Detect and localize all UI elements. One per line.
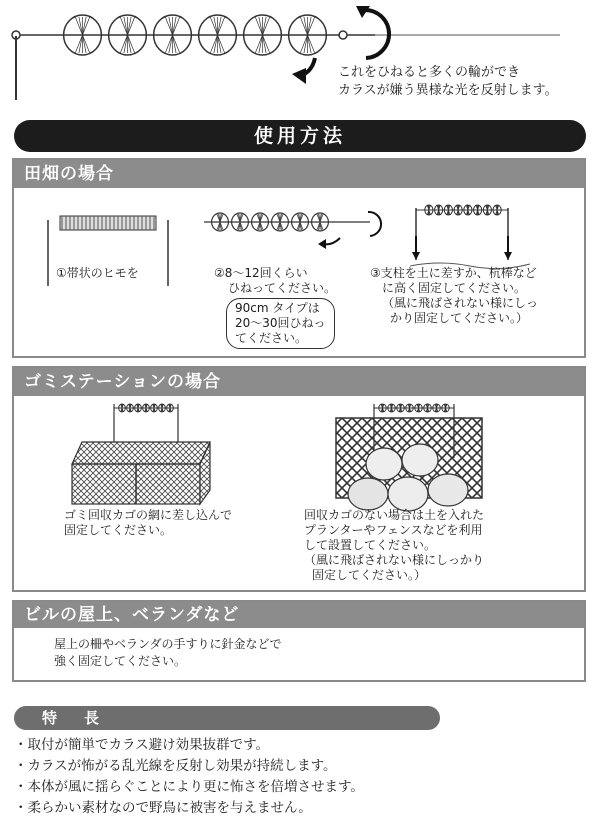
twisted-ribbon-illustration [0, 0, 600, 118]
field-step-2-note-line-2: 20～30回ひねっ [235, 316, 326, 330]
field-step-2-note-line-1: 90cm タイプは [235, 301, 320, 315]
feature-item: ・本体が風に揺らぐことにより更に怖さを倍増させます。 [14, 779, 364, 795]
intro-line-1: これをひねると多くの輪ができ [338, 65, 521, 80]
features-title: 特 長 [14, 706, 440, 730]
feature-item: ・柔らかい素材なので野鳥に被害を与えません。 [14, 800, 312, 816]
intro-text [338, 64, 558, 100]
roof-section-title: ビルの屋上、ベランダなど [14, 602, 584, 628]
field-section-title: 田畑の場合 [14, 160, 584, 188]
field-step-2-line-2: ひねってください。 [228, 281, 337, 295]
garbage-left-line-1: ゴミ回収カゴの網に差し込んで [64, 508, 233, 522]
garbage-left-text [64, 508, 232, 538]
intro-line-2: カラスが嫌う異様な光を反射します。 [338, 83, 558, 98]
field-section [12, 158, 586, 358]
field-step-3-line-1: ③支柱を土に差すか、杭棒など [370, 266, 537, 280]
garbage-right-line-2: プランターやフェンスなどを利用 [304, 523, 483, 537]
garbage-left-line-2: 固定してください。 [64, 523, 173, 537]
roof-line-1: 屋上の柵やベランダの手すりに針金などで [54, 637, 282, 651]
garbage-cage-illustration [60, 398, 220, 508]
fence-with-bags-illustration [332, 398, 502, 516]
garbage-right-line-3: して設置してください。 [304, 538, 437, 552]
field-step-2 [214, 266, 336, 296]
garbage-right-line-5: 固定してください。） [312, 568, 427, 582]
field-step-2-line-1: ②8～12回くらい [214, 266, 308, 280]
garbage-right-text [304, 508, 484, 583]
feature-item: ・カラスが怖がる乱光線を反射し効果が持続します。 [14, 758, 337, 774]
feature-item: ・取付が簡単でカラス避け効果抜群です。 [14, 737, 270, 753]
garbage-section-title: ゴミステーションの場合 [14, 368, 584, 396]
roof-line-2: 強く固定してください。 [54, 654, 187, 668]
garbage-section [12, 366, 586, 592]
garbage-right-line-1: 回収カゴのない場合は土を入れた [304, 508, 485, 522]
field-step-3 [370, 266, 538, 326]
garbage-right-line-4: （風に飛ばされない様にしっかり [304, 553, 485, 567]
usage-title: 使用方法 [14, 120, 586, 152]
ribbon-twisted-illustration [200, 202, 390, 252]
field-step-3-line-4: かり固定してください。） [390, 311, 529, 325]
field-step-2-note-line-3: てください。 [235, 331, 308, 345]
roof-section [12, 600, 586, 682]
roof-text [54, 636, 282, 670]
field-step-1: ①帯状のヒモを [56, 266, 139, 280]
field-step-3-line-2: に高く固定してください。 [382, 281, 527, 295]
field-step-2-note [226, 298, 335, 349]
field-step-3-line-3: （風に飛ばされない様にしっ [382, 296, 539, 310]
